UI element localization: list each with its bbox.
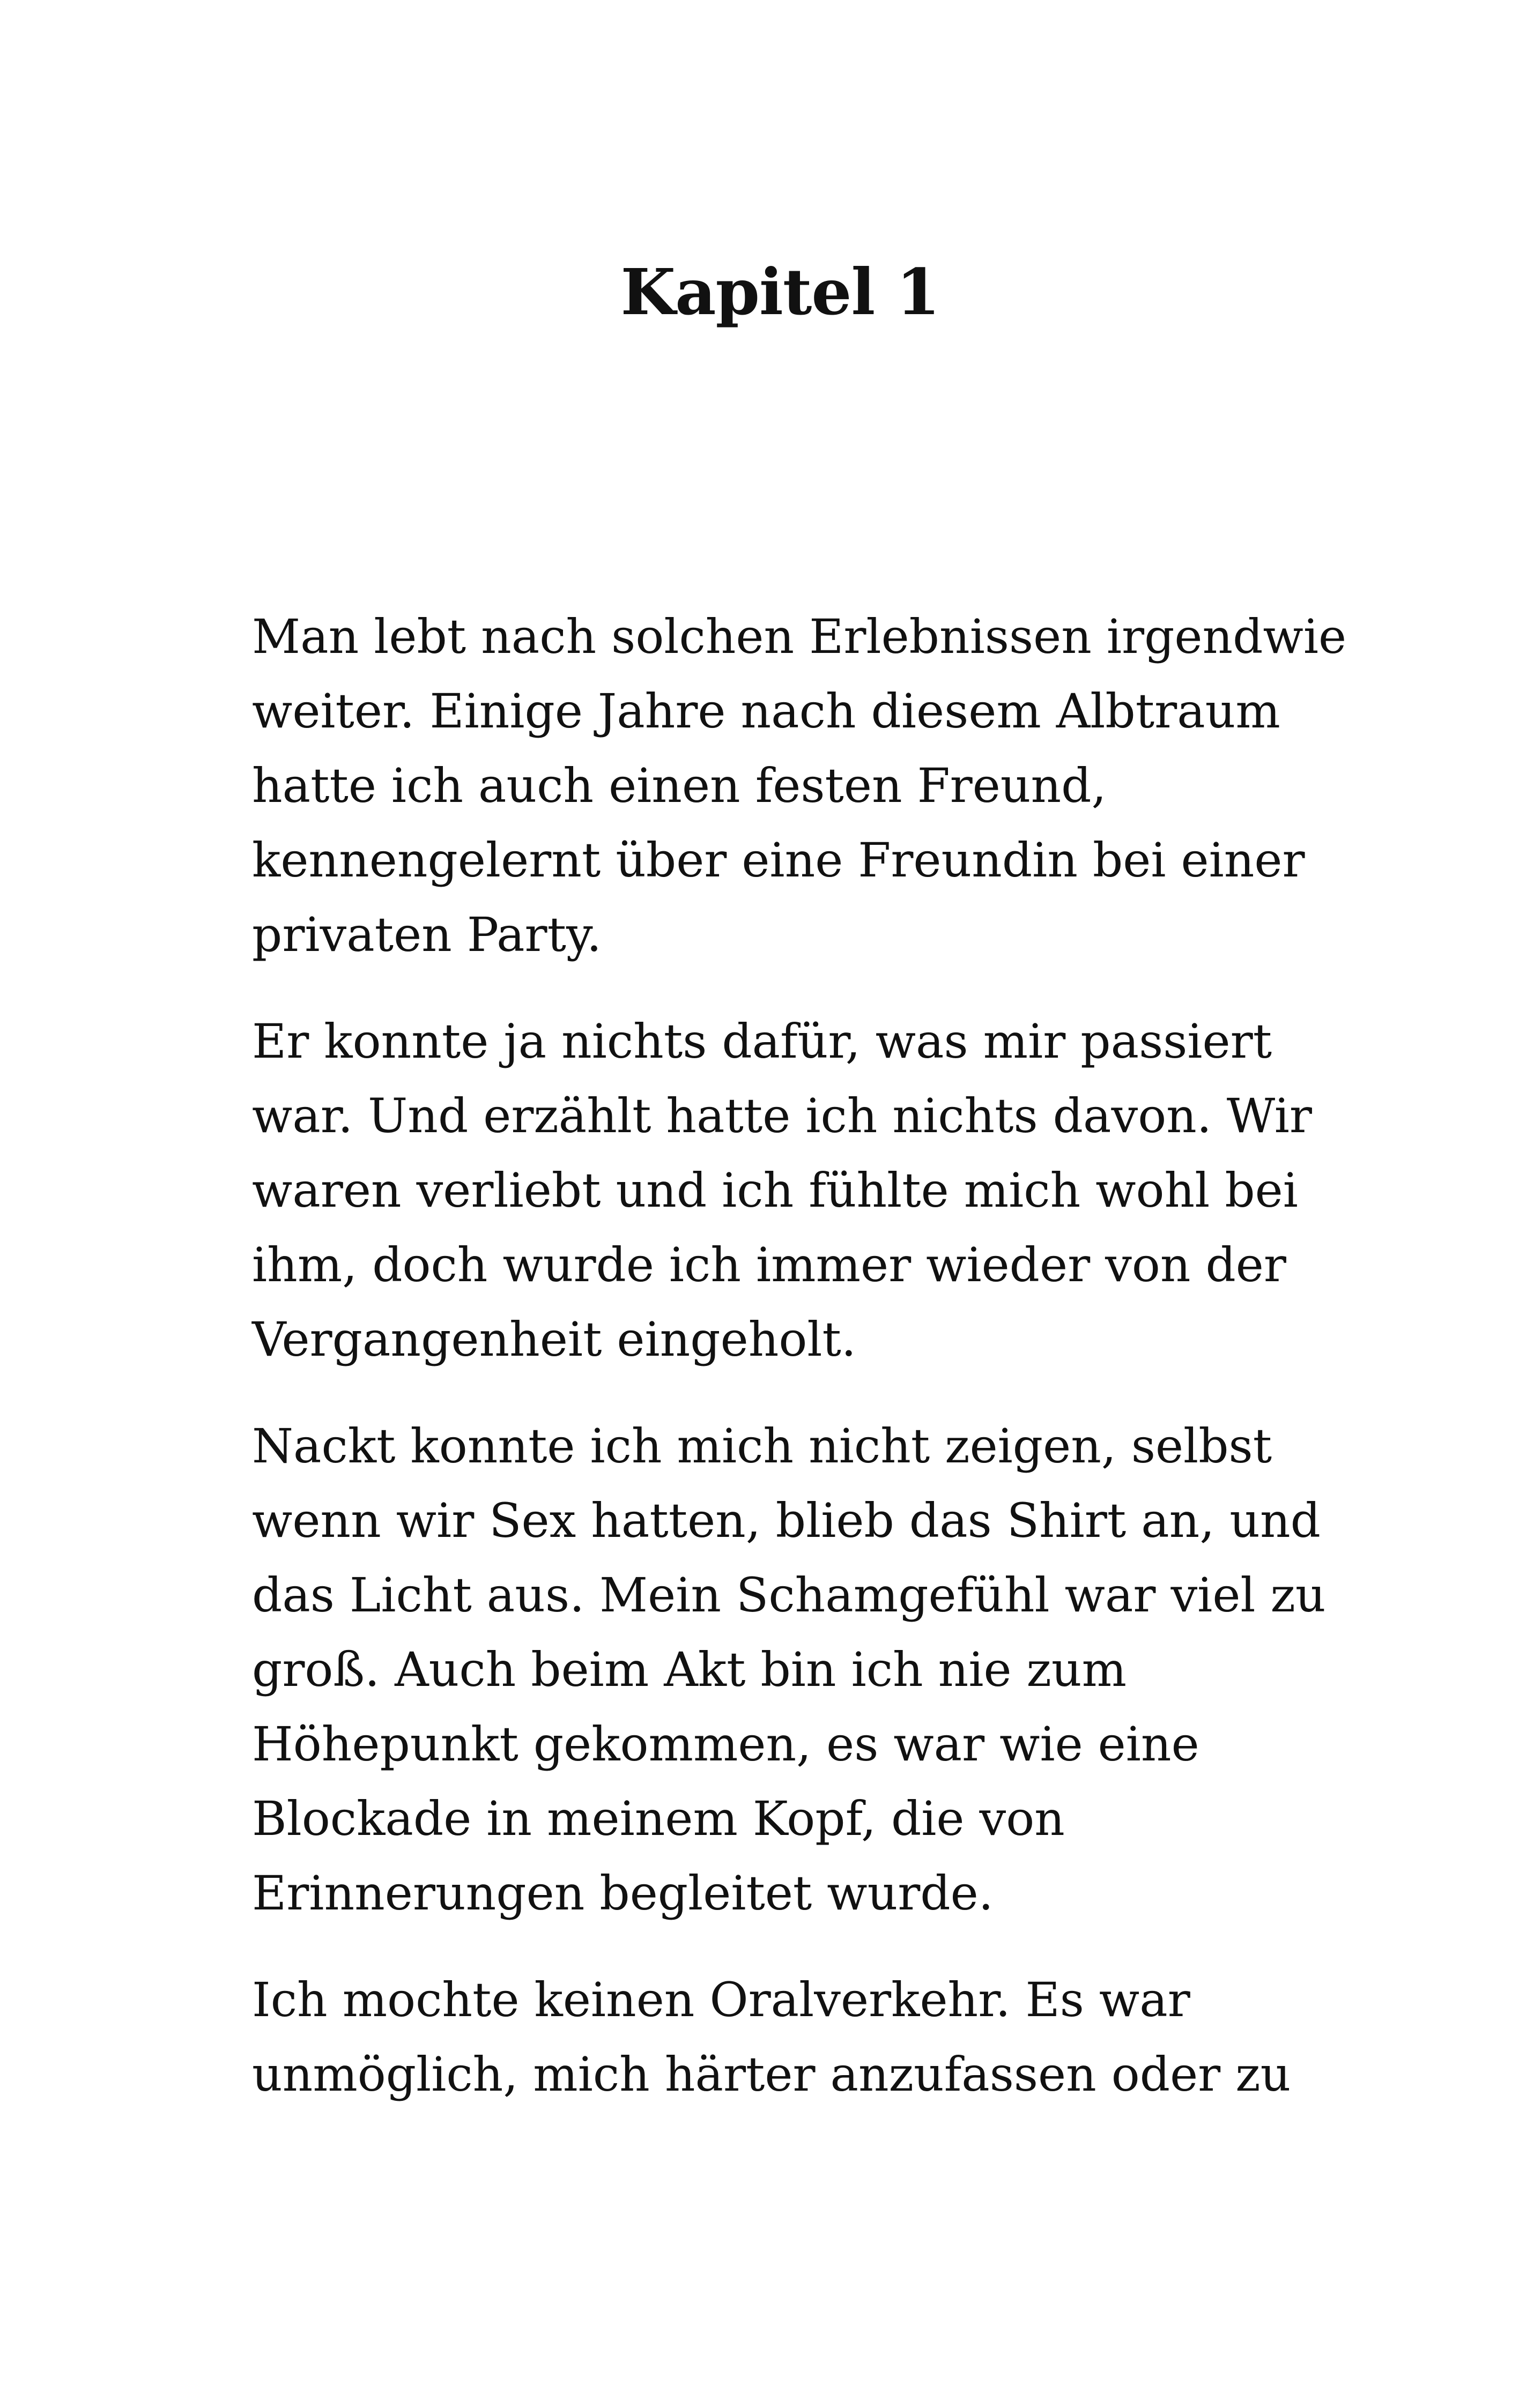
text-line: privaten Party. (252, 907, 602, 962)
text-line: Er konnte ja nichts dafür, was mir passiert (252, 1014, 1272, 1069)
chapter-body (252, 599, 1347, 2112)
text-line: Ich mochte keinen Oralverkehr. Es war (252, 1972, 1190, 2027)
text-line: Vergangenheit eingeholt. (252, 1312, 856, 1367)
text-line: groß. Auch beim Akt bin ich nie zum (252, 1642, 1127, 1697)
text-line: das Licht aus. Mein Schamgefühl war viel zu (252, 1567, 1326, 1623)
paragraph (252, 1963, 1340, 2112)
text-line: war. Und erzählt hatte ich nichts davon. Wir (252, 1088, 1312, 1143)
paragraph (252, 599, 1347, 972)
text-line: Erinnerungen begleitet wurde. (252, 1866, 994, 1921)
text-line: hatte ich auch einen festen Freund, (252, 758, 1107, 813)
text-line: wenn wir Sex hatten, blieb das Shirt an, und (252, 1493, 1321, 1548)
text-line: Höhepunkt gekommen, es war wie eine (252, 1716, 1199, 1772)
text-line: waren verliebt und ich fühlte mich wohl bei (252, 1163, 1298, 1218)
text-line: kennengelernt über eine Freundin bei einer (252, 833, 1305, 888)
text-line: weiter. Einige Jahre nach diesem Albtraum (252, 683, 1280, 739)
text-line: Nackt konnte ich mich nicht zeigen, selbst (252, 1418, 1272, 1474)
chapter-title: Kapitel 1 (620, 255, 940, 329)
text-line: ihm, doch wurde ich immer wieder von der (252, 1237, 1286, 1292)
text-line: Man lebt nach solchen Erlebnissen irgendwie (252, 609, 1347, 664)
text-line: unmöglich, mich härter anzufassen oder zu (252, 2047, 1291, 2102)
paragraph (252, 1004, 1340, 1377)
text-line: Blockade in meinem Kopf, die von (252, 1791, 1065, 1846)
paragraph (252, 1409, 1340, 1930)
